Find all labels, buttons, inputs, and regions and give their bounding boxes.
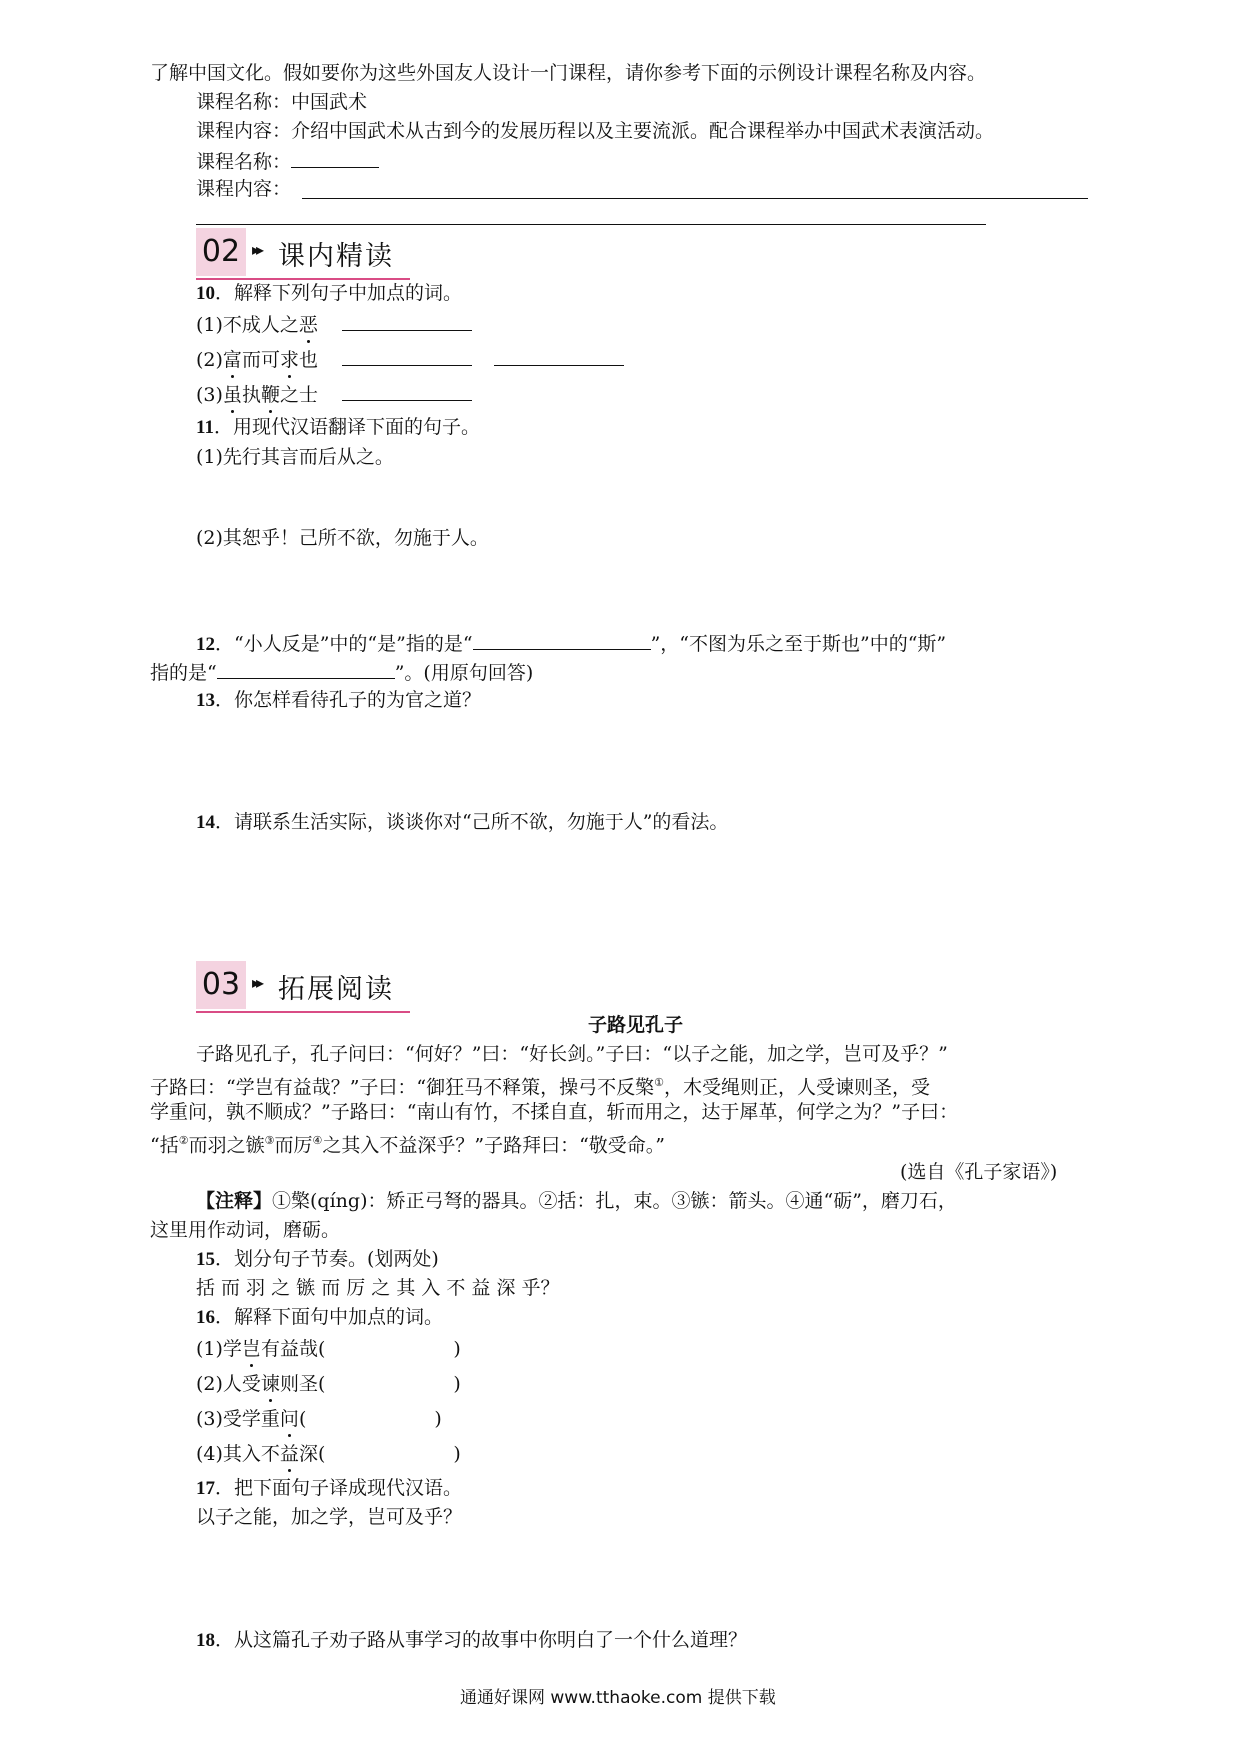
passage-text: 之其入不益深乎？”子路拜曰：“敬受命。” bbox=[322, 1134, 666, 1157]
footnote-marker: ① bbox=[654, 1076, 665, 1089]
dotted-word: 岂 bbox=[241, 1338, 261, 1360]
passage-line-2 bbox=[150, 1070, 930, 1100]
passage-line-1: 子路见孔子，孔子问曰：“何好？”曰：“好长剑。”子曰：“以子之能，加之学，岂可及乎？” bbox=[196, 1043, 948, 1065]
question-15 bbox=[196, 1246, 439, 1273]
question-number: 17 bbox=[196, 1478, 215, 1499]
page-footer: 通通好课网 www.tthaoke.com 提供下载 bbox=[460, 1688, 776, 1708]
answer-blank[interactable] bbox=[217, 658, 395, 679]
label: 课程名称： bbox=[196, 91, 292, 113]
item-text: (3)受学重 bbox=[196, 1408, 280, 1430]
question-12-line-2 bbox=[150, 658, 533, 686]
question-text: ．请联系生活实际，谈谈你对“己所不欲，勿施于人”的看法。 bbox=[215, 811, 729, 833]
answer-blank[interactable] bbox=[494, 345, 624, 366]
item-text: 执 bbox=[241, 384, 261, 406]
section-number: 03 bbox=[196, 961, 246, 1009]
item-number: (3) bbox=[196, 384, 223, 406]
question-text: ．划分句子节奏。(划两处) bbox=[215, 1248, 439, 1270]
notes-text: ①檠(qíng)：矫正弓弩的器具。②括：扎，束。③镞：箭头。④通“砺”，磨刀石， bbox=[272, 1190, 957, 1212]
question-text: ．用现代汉语翻译下面的句子。 bbox=[213, 416, 480, 438]
footnote-marker: ② bbox=[178, 1134, 189, 1147]
dotted-word: 谏 bbox=[260, 1373, 280, 1395]
label: 课程名称： bbox=[196, 151, 292, 173]
question-text: ．你怎样看待孔子的为官之道？ bbox=[215, 689, 482, 711]
item-text: (2)人受 bbox=[196, 1373, 261, 1395]
footnote-marker: ④ bbox=[312, 1134, 323, 1147]
item-text: ( bbox=[298, 1408, 307, 1430]
answer-blank[interactable] bbox=[291, 147, 379, 168]
section-header-02 bbox=[196, 228, 416, 278]
item-text: ) bbox=[453, 1443, 461, 1465]
q16-item-2 bbox=[196, 1371, 461, 1397]
q11-item-2: (2)其恕乎！己所不欲，勿施于人。 bbox=[196, 527, 489, 549]
question-text: ．“小人反是”中的“是”指的是“ bbox=[215, 633, 473, 655]
passage-text: 子路曰：“学岂有益哉？”子曰：“御狂马不释策，操弓不反檠 bbox=[150, 1076, 655, 1099]
q15-sentence: 括 而 羽 之 镞 而 厉 之 其 入 不 益 深 乎？ bbox=[196, 1277, 560, 1299]
question-10 bbox=[196, 280, 462, 307]
q10-item-1 bbox=[196, 310, 472, 338]
item-text: ) bbox=[453, 1338, 461, 1360]
answer-line[interactable] bbox=[302, 198, 1088, 199]
passage-line-3: 学重问，孰不顺成？”子路曰：“南山有竹，不揉自直，斩而用之，达于犀革，何学之为？”子曰： bbox=[150, 1101, 959, 1123]
item-text: 则圣( bbox=[279, 1373, 326, 1395]
question-text: ．解释下列句子中加点的词。 bbox=[215, 282, 463, 304]
double-arrow-icon: ▸▸ bbox=[252, 973, 261, 992]
question-text: ”。(用原句回答) bbox=[394, 662, 534, 684]
value: 介绍中国武术从古到今的发展历程以及主要流派。配合课程举办中国武术表演活动。 bbox=[291, 120, 995, 142]
dotted-word: 虽 bbox=[222, 384, 242, 406]
dotted-word: 恶 bbox=[298, 314, 318, 336]
passage-text: ，木受绳则正，人受谏则圣，受 bbox=[664, 1076, 931, 1099]
dotted-word: 鞭 bbox=[260, 384, 280, 406]
question-17 bbox=[196, 1475, 462, 1502]
label: 课程内容： bbox=[196, 178, 292, 200]
dotted-word: 问 bbox=[279, 1408, 299, 1430]
passage-notes-line-1 bbox=[196, 1188, 957, 1214]
passage-text: 而厉 bbox=[274, 1134, 313, 1157]
question-text: ”，“不图为乐之至于斯也”中的“斯” bbox=[650, 633, 947, 655]
answer-blank[interactable] bbox=[342, 310, 472, 331]
question-number: 13 bbox=[196, 690, 215, 711]
q10-item-2 bbox=[196, 345, 624, 373]
item-text: 深( bbox=[298, 1443, 326, 1465]
item-text: 也 bbox=[298, 349, 318, 371]
question-number: 12 bbox=[196, 634, 215, 655]
question-11 bbox=[196, 414, 480, 441]
question-number: 10 bbox=[196, 283, 215, 304]
question-number: 16 bbox=[196, 1307, 215, 1328]
value: 中国武术 bbox=[291, 91, 368, 113]
question-text: ．解释下面句中加点的词。 bbox=[215, 1306, 444, 1328]
passage-title: 子路见孔子 bbox=[588, 1014, 684, 1036]
question-text: 指的是“ bbox=[150, 662, 217, 684]
notes-label: 【注释】 bbox=[196, 1190, 273, 1212]
passage-text: “括 bbox=[150, 1134, 179, 1157]
course-name-answer bbox=[196, 147, 379, 175]
item-text: 有益哉( bbox=[260, 1338, 326, 1360]
item-text: ) bbox=[434, 1408, 442, 1430]
answer-blank[interactable] bbox=[342, 380, 472, 401]
double-arrow-icon: ▸▸ bbox=[252, 240, 261, 259]
question-number: 11 bbox=[196, 417, 214, 438]
passage-source: (选自《孔子家语》) bbox=[900, 1161, 1058, 1183]
section-header-03 bbox=[196, 961, 416, 1011]
q16-item-4 bbox=[196, 1441, 461, 1467]
section-number: 02 bbox=[196, 228, 246, 276]
passage-line-4 bbox=[150, 1128, 665, 1158]
item-text: 之士 bbox=[279, 384, 318, 406]
question-number: 18 bbox=[196, 1630, 215, 1651]
q10-item-3 bbox=[196, 380, 472, 408]
dotted-word: 益 bbox=[279, 1443, 299, 1465]
passage-text: 而羽之镞 bbox=[188, 1134, 265, 1157]
question-14 bbox=[196, 809, 728, 836]
question-number: 15 bbox=[196, 1249, 215, 1270]
answer-blank[interactable] bbox=[473, 629, 651, 650]
answer-blank[interactable] bbox=[342, 345, 472, 366]
q11-item-1: (1)先行其言而后从之。 bbox=[196, 446, 394, 468]
dotted-word: 富 bbox=[222, 349, 242, 371]
item-text: 而可 bbox=[241, 349, 280, 371]
footnote-marker: ③ bbox=[264, 1134, 275, 1147]
question-number: 14 bbox=[196, 812, 215, 833]
item-number: (2) bbox=[196, 349, 223, 371]
answer-line[interactable] bbox=[196, 224, 986, 225]
course-content-answer bbox=[196, 176, 291, 202]
question-16 bbox=[196, 1304, 443, 1331]
q16-item-3 bbox=[196, 1406, 442, 1432]
item-text: (1)不成人之 bbox=[196, 314, 299, 336]
item-text: (1)学 bbox=[196, 1338, 242, 1360]
label: 课程内容： bbox=[196, 120, 292, 142]
q17-sentence: 以子之能，加之学，岂可及乎？ bbox=[196, 1506, 463, 1528]
section-title: 课内精读 bbox=[278, 241, 394, 272]
item-text: (4)其入不 bbox=[196, 1443, 280, 1465]
question-text: ．把下面句子译成现代汉语。 bbox=[215, 1477, 463, 1499]
question-13 bbox=[196, 687, 481, 714]
course-name-example bbox=[196, 89, 367, 115]
course-content-example bbox=[196, 118, 994, 144]
question-12-line-1 bbox=[196, 629, 946, 658]
passage-notes-line-2: 这里用作动词，磨砺。 bbox=[150, 1219, 341, 1241]
question-text: ．从这篇孔子劝子路从事学习的故事中你明白了一个什么道理？ bbox=[215, 1629, 748, 1651]
dotted-word: 求 bbox=[279, 349, 299, 371]
q16-item-1 bbox=[196, 1336, 461, 1362]
intro-line: 了解中国文化。假如要你为这些外国友人设计一门课程，请你参考下面的示例设计课程名称及内容。 bbox=[150, 62, 987, 84]
section-title: 拓展阅读 bbox=[278, 974, 394, 1005]
section-underline bbox=[196, 1011, 410, 1013]
item-text: ) bbox=[453, 1373, 461, 1395]
question-18 bbox=[196, 1627, 747, 1654]
